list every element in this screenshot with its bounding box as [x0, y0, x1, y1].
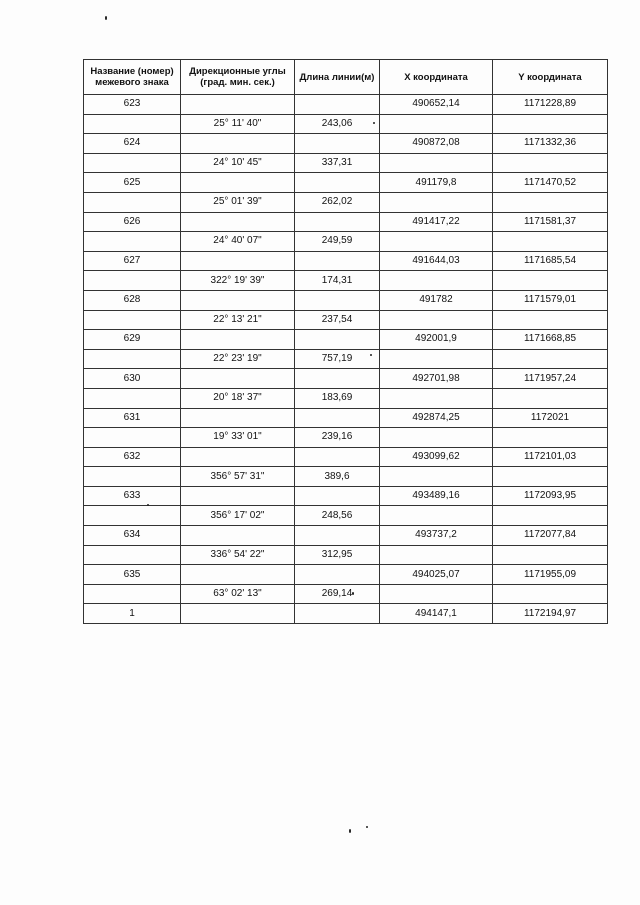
- y-coordinate-cell: [493, 388, 608, 408]
- y-coordinate-cell: 1171228,89: [493, 95, 608, 115]
- y-coordinate-cell: 1172021: [493, 408, 608, 428]
- table-row: [84, 134, 608, 154]
- line-length-cell: 337,31: [295, 153, 380, 173]
- y-coordinate-cell: [493, 153, 608, 173]
- bearing-angle-cell: [181, 369, 295, 389]
- line-length-cell: [295, 95, 380, 115]
- scan-speck: [147, 504, 149, 506]
- x-coordinate-cell: 493489,16: [380, 486, 493, 506]
- y-coordinate-cell: [493, 584, 608, 604]
- line-length-cell: 183,69: [295, 388, 380, 408]
- y-coordinate-cell: 1171581,37: [493, 212, 608, 232]
- bearing-angle-cell: 356° 57' 31": [181, 467, 295, 487]
- line-length-cell: [295, 134, 380, 154]
- x-coordinate-cell: 491417,22: [380, 212, 493, 232]
- line-length-cell: 757,19: [295, 349, 380, 369]
- x-coordinate-cell: [380, 310, 493, 330]
- header-x-coordinate: X координата: [380, 60, 493, 95]
- bearing-angle-cell: [181, 251, 295, 271]
- bearing-angle-cell: [181, 604, 295, 624]
- marker-name-cell: 630: [84, 369, 181, 389]
- scan-speck: [366, 826, 368, 828]
- bearing-angle-cell: 20° 18' 37": [181, 388, 295, 408]
- x-coordinate-cell: [380, 349, 493, 369]
- boundary-coordinates-table: [83, 59, 608, 624]
- table-row: [84, 232, 608, 252]
- marker-name-cell: 624: [84, 134, 181, 154]
- y-coordinate-cell: 1171685,54: [493, 251, 608, 271]
- marker-name-cell: 635: [84, 565, 181, 585]
- bearing-angle-cell: 63° 02' 13": [181, 584, 295, 604]
- x-coordinate-cell: 490872,08: [380, 134, 493, 154]
- table-row: [84, 173, 608, 193]
- bearing-angle-cell: 22° 13' 21": [181, 310, 295, 330]
- scan-speck: [105, 16, 107, 20]
- bearing-angle-cell: 19° 33' 01": [181, 428, 295, 448]
- y-coordinate-cell: [493, 467, 608, 487]
- marker-name-cell: 625: [84, 173, 181, 193]
- bearing-angle-cell: [181, 408, 295, 428]
- x-coordinate-cell: [380, 271, 493, 291]
- marker-name-cell: 623: [84, 95, 181, 115]
- marker-name-cell: [84, 584, 181, 604]
- marker-name-cell: 633: [84, 486, 181, 506]
- bearing-angle-cell: [181, 330, 295, 350]
- table-row: [84, 310, 608, 330]
- marker-name-cell: 631: [84, 408, 181, 428]
- table-row: [84, 584, 608, 604]
- bearing-angle-cell: 24° 40' 07": [181, 232, 295, 252]
- y-coordinate-cell: 1172077,84: [493, 526, 608, 546]
- bearing-angle-cell: [181, 447, 295, 467]
- scan-speck: [370, 354, 372, 356]
- bearing-angle-cell: 25° 11' 40": [181, 114, 295, 134]
- x-coordinate-cell: 494147,1: [380, 604, 493, 624]
- line-length-cell: 269,14: [295, 584, 380, 604]
- x-coordinate-cell: 493099,62: [380, 447, 493, 467]
- marker-name-cell: 629: [84, 330, 181, 350]
- marker-name-cell: [84, 545, 181, 565]
- x-coordinate-cell: [380, 153, 493, 173]
- y-coordinate-cell: 1171957,24: [493, 369, 608, 389]
- bearing-angle-cell: 25° 01' 39": [181, 192, 295, 212]
- bearing-angle-cell: [181, 212, 295, 232]
- x-coordinate-cell: 492001,9: [380, 330, 493, 350]
- x-coordinate-cell: 492874,25: [380, 408, 493, 428]
- x-coordinate-cell: [380, 428, 493, 448]
- table-row: [84, 506, 608, 526]
- x-coordinate-cell: [380, 192, 493, 212]
- line-length-cell: [295, 251, 380, 271]
- marker-name-cell: [84, 506, 181, 526]
- y-coordinate-cell: 1171955,09: [493, 565, 608, 585]
- marker-name-cell: [84, 388, 181, 408]
- x-coordinate-cell: 491782: [380, 290, 493, 310]
- marker-name-cell: [84, 153, 181, 173]
- line-length-cell: [295, 290, 380, 310]
- marker-name-cell: [84, 232, 181, 252]
- table-row: [84, 212, 608, 232]
- y-coordinate-cell: [493, 506, 608, 526]
- line-length-cell: 239,16: [295, 428, 380, 448]
- bearing-angle-cell: 336° 54' 22": [181, 545, 295, 565]
- x-coordinate-cell: 494025,07: [380, 565, 493, 585]
- x-coordinate-cell: 493737,2: [380, 526, 493, 546]
- header-marker-name: Название (номер) межевого знака: [84, 60, 181, 95]
- bearing-angle-cell: [181, 486, 295, 506]
- x-coordinate-cell: [380, 467, 493, 487]
- scan-speck: [349, 829, 351, 833]
- bearing-angle-cell: 24° 10' 45": [181, 153, 295, 173]
- header-y-coordinate: Y координата: [493, 60, 608, 95]
- marker-name-cell: 632: [84, 447, 181, 467]
- line-length-cell: [295, 330, 380, 350]
- y-coordinate-cell: [493, 428, 608, 448]
- y-coordinate-cell: [493, 232, 608, 252]
- bearing-angle-cell: [181, 565, 295, 585]
- header-line-length: Длина линии(м): [295, 60, 380, 95]
- line-length-cell: 248,56: [295, 506, 380, 526]
- bearing-angle-cell: [181, 290, 295, 310]
- table-row: [84, 526, 608, 546]
- line-length-cell: [295, 408, 380, 428]
- marker-name-cell: [84, 349, 181, 369]
- x-coordinate-cell: 490652,14: [380, 95, 493, 115]
- x-coordinate-cell: [380, 584, 493, 604]
- y-coordinate-cell: [493, 349, 608, 369]
- marker-name-cell: [84, 467, 181, 487]
- table-row: [84, 545, 608, 565]
- x-coordinate-cell: 491644,03: [380, 251, 493, 271]
- table-row: [84, 349, 608, 369]
- y-coordinate-cell: 1171470,52: [493, 173, 608, 193]
- table-row: [84, 369, 608, 389]
- line-length-cell: 237,54: [295, 310, 380, 330]
- line-length-cell: 249,59: [295, 232, 380, 252]
- table-body: [84, 95, 608, 624]
- bearing-angle-cell: [181, 134, 295, 154]
- bearing-angle-cell: [181, 95, 295, 115]
- line-length-cell: [295, 369, 380, 389]
- table-row: [84, 408, 608, 428]
- bearing-angle-cell: 356° 17' 02": [181, 506, 295, 526]
- scan-speck: [352, 592, 354, 595]
- table-row: [84, 604, 608, 624]
- y-coordinate-cell: [493, 310, 608, 330]
- marker-name-cell: 1: [84, 604, 181, 624]
- marker-name-cell: 634: [84, 526, 181, 546]
- marker-name-cell: [84, 271, 181, 291]
- table-row: [84, 467, 608, 487]
- marker-name-cell: 628: [84, 290, 181, 310]
- table-row: [84, 428, 608, 448]
- table-row: [84, 153, 608, 173]
- table-row: [84, 388, 608, 408]
- line-length-cell: 312,95: [295, 545, 380, 565]
- line-length-cell: [295, 212, 380, 232]
- header-bearing-angle: Дирекционные углы (град. мин. сек.): [181, 60, 295, 95]
- y-coordinate-cell: 1172101,03: [493, 447, 608, 467]
- scan-speck: [373, 122, 375, 124]
- line-length-cell: [295, 173, 380, 193]
- y-coordinate-cell: [493, 114, 608, 134]
- y-coordinate-cell: [493, 545, 608, 565]
- table-row: [84, 447, 608, 467]
- line-length-cell: 262,02: [295, 192, 380, 212]
- x-coordinate-cell: [380, 388, 493, 408]
- table-row: [84, 114, 608, 134]
- line-length-cell: [295, 486, 380, 506]
- line-length-cell: 243,06: [295, 114, 380, 134]
- bearing-angle-cell: [181, 526, 295, 546]
- table-row: [84, 486, 608, 506]
- x-coordinate-cell: [380, 114, 493, 134]
- y-coordinate-cell: 1171668,85: [493, 330, 608, 350]
- marker-name-cell: 626: [84, 212, 181, 232]
- table-row: [84, 290, 608, 310]
- x-coordinate-cell: [380, 506, 493, 526]
- table-row: [84, 565, 608, 585]
- line-length-cell: [295, 447, 380, 467]
- y-coordinate-cell: [493, 271, 608, 291]
- bearing-angle-cell: 22° 23' 19": [181, 349, 295, 369]
- table-row: [84, 251, 608, 271]
- line-length-cell: 174,31: [295, 271, 380, 291]
- marker-name-cell: 627: [84, 251, 181, 271]
- x-coordinate-cell: [380, 232, 493, 252]
- bearing-angle-cell: 322° 19' 39": [181, 271, 295, 291]
- marker-name-cell: [84, 192, 181, 212]
- y-coordinate-cell: 1172093,95: [493, 486, 608, 506]
- marker-name-cell: [84, 310, 181, 330]
- y-coordinate-cell: 1171579,01: [493, 290, 608, 310]
- line-length-cell: [295, 604, 380, 624]
- x-coordinate-cell: 491179,8: [380, 173, 493, 193]
- table-header-row: [84, 60, 608, 95]
- y-coordinate-cell: 1171332,36: [493, 134, 608, 154]
- marker-name-cell: [84, 428, 181, 448]
- table-row: [84, 95, 608, 115]
- line-length-cell: 389,6: [295, 467, 380, 487]
- x-coordinate-cell: [380, 545, 493, 565]
- table-row: [84, 271, 608, 291]
- y-coordinate-cell: [493, 192, 608, 212]
- marker-name-cell: [84, 114, 181, 134]
- table-row: [84, 192, 608, 212]
- line-length-cell: [295, 526, 380, 546]
- table-row: [84, 330, 608, 350]
- line-length-cell: [295, 565, 380, 585]
- bearing-angle-cell: [181, 173, 295, 193]
- x-coordinate-cell: 492701,98: [380, 369, 493, 389]
- y-coordinate-cell: 1172194,97: [493, 604, 608, 624]
